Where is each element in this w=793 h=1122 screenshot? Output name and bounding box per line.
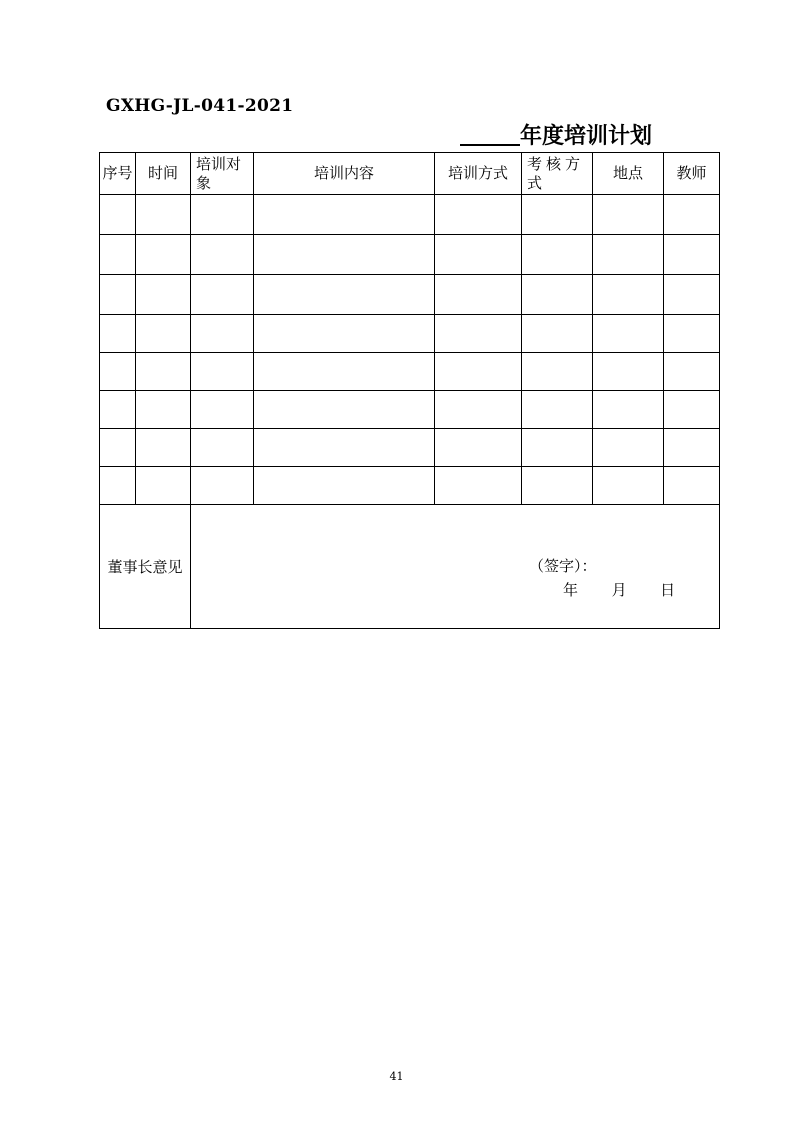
cell-seq[interactable]	[100, 391, 136, 429]
cell-method[interactable]	[435, 275, 522, 315]
header-assessment: 考核方式	[522, 153, 593, 195]
cell-method[interactable]	[435, 353, 522, 391]
cell-assessment[interactable]	[522, 315, 593, 353]
page-number: 41	[389, 1070, 404, 1083]
cell-content[interactable]	[254, 467, 435, 505]
cell-seq[interactable]	[100, 353, 136, 391]
cell-assessment[interactable]	[522, 353, 593, 391]
cell-seq[interactable]	[100, 429, 136, 467]
table-row	[100, 391, 720, 429]
table-row	[100, 235, 720, 275]
cell-method[interactable]	[435, 429, 522, 467]
table-row	[100, 429, 720, 467]
header-row	[100, 153, 720, 195]
date-day-label: 日	[660, 581, 676, 599]
cell-content[interactable]	[254, 235, 435, 275]
cell-content[interactable]	[254, 429, 435, 467]
opinion-field[interactable]	[191, 505, 720, 629]
cell-time[interactable]	[136, 467, 191, 505]
date-line	[563, 581, 675, 600]
cell-target[interactable]	[191, 275, 254, 315]
header-teacher: 教师	[664, 153, 720, 195]
cell-teacher[interactable]	[664, 315, 720, 353]
cell-time[interactable]	[136, 353, 191, 391]
cell-location[interactable]	[593, 467, 664, 505]
cell-target[interactable]	[191, 467, 254, 505]
table-row	[100, 195, 720, 235]
cell-method[interactable]	[435, 467, 522, 505]
cell-method[interactable]	[435, 235, 522, 275]
table-row	[100, 467, 720, 505]
date-month-label: 月	[611, 581, 627, 599]
header-content: 培训内容	[254, 153, 435, 195]
cell-target[interactable]	[191, 235, 254, 275]
cell-seq[interactable]	[100, 235, 136, 275]
cell-time[interactable]	[136, 391, 191, 429]
cell-time[interactable]	[136, 235, 191, 275]
cell-location[interactable]	[593, 235, 664, 275]
cell-assessment[interactable]	[522, 195, 593, 235]
cell-assessment[interactable]	[522, 429, 593, 467]
table-row	[100, 353, 720, 391]
opinion-row	[100, 505, 720, 629]
header-location: 地点	[593, 153, 664, 195]
cell-location[interactable]	[593, 391, 664, 429]
cell-teacher[interactable]	[664, 353, 720, 391]
page-title	[460, 122, 652, 150]
cell-time[interactable]	[136, 275, 191, 315]
cell-seq[interactable]	[100, 275, 136, 315]
opinion-label: 董事长意见	[100, 505, 191, 629]
header-method: 培训方式	[435, 153, 522, 195]
cell-seq[interactable]	[100, 315, 136, 353]
document-code: GXHG-JL-041-2021	[106, 96, 294, 116]
cell-location[interactable]	[593, 275, 664, 315]
cell-location[interactable]	[593, 353, 664, 391]
cell-seq[interactable]	[100, 195, 136, 235]
cell-target[interactable]	[191, 391, 254, 429]
cell-time[interactable]	[136, 195, 191, 235]
cell-location[interactable]	[593, 429, 664, 467]
cell-content[interactable]	[254, 353, 435, 391]
cell-method[interactable]	[435, 315, 522, 353]
cell-target[interactable]	[191, 315, 254, 353]
cell-content[interactable]	[254, 195, 435, 235]
cell-assessment[interactable]	[522, 235, 593, 275]
signature-label: （签字）：	[529, 557, 597, 575]
cell-seq[interactable]	[100, 467, 136, 505]
cell-target[interactable]	[191, 353, 254, 391]
cell-teacher[interactable]	[664, 391, 720, 429]
header-seq: 序号	[100, 153, 136, 195]
cell-location[interactable]	[593, 195, 664, 235]
cell-time[interactable]	[136, 429, 191, 467]
cell-teacher[interactable]	[664, 429, 720, 467]
cell-target[interactable]	[191, 429, 254, 467]
cell-teacher[interactable]	[664, 235, 720, 275]
year-blank	[460, 143, 520, 146]
cell-time[interactable]	[136, 315, 191, 353]
cell-assessment[interactable]	[522, 275, 593, 315]
cell-assessment[interactable]	[522, 391, 593, 429]
cell-content[interactable]	[254, 391, 435, 429]
cell-target[interactable]	[191, 195, 254, 235]
cell-location[interactable]	[593, 315, 664, 353]
header-time: 时间	[136, 153, 191, 195]
cell-content[interactable]	[254, 315, 435, 353]
table-row	[100, 315, 720, 353]
table-row	[100, 275, 720, 315]
training-plan-table	[99, 152, 720, 629]
cell-teacher[interactable]	[664, 467, 720, 505]
cell-teacher[interactable]	[664, 275, 720, 315]
cell-method[interactable]	[435, 391, 522, 429]
date-year-label: 年	[563, 581, 579, 599]
cell-method[interactable]	[435, 195, 522, 235]
cell-content[interactable]	[254, 275, 435, 315]
header-target: 培训对象	[191, 153, 254, 195]
cell-teacher[interactable]	[664, 195, 720, 235]
title-text: 年度培训计划	[520, 123, 653, 149]
cell-assessment[interactable]	[522, 467, 593, 505]
